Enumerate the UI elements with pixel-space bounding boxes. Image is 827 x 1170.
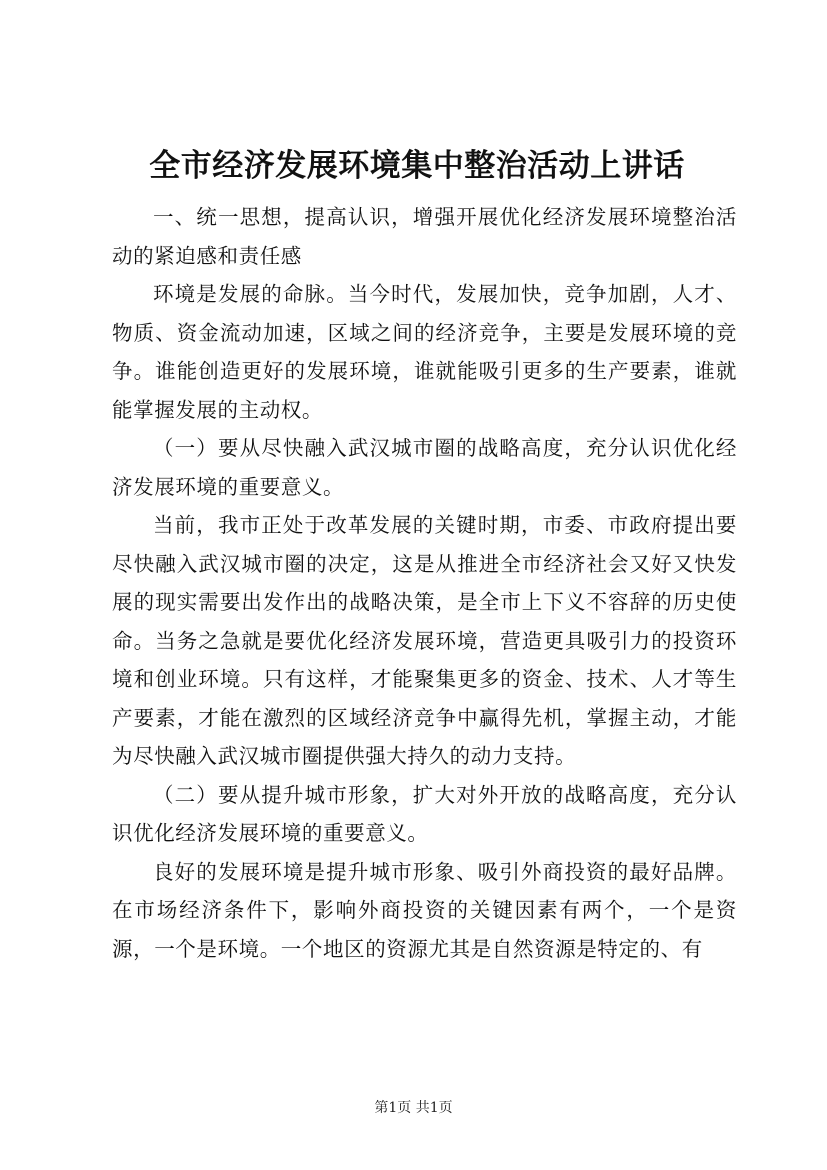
page-footer <box>0 1098 827 1118</box>
subsection-heading-paragraph: （一）要从尽快融入武汉城市圈的战略高度，充分认识优化经济发展环境的重要意义。 <box>112 436 737 499</box>
body-paragraph: 环境是发展的命脉。当今时代，发展加快，竞争加剧，人才、物质、资金流动加速，区域之间的经济竞争，主要是发展环境的竞争。谁能创造更好的发展环境，谁就能吸引更多的生产要素，谁就能掌握发展的主动权。 <box>112 282 737 422</box>
body-paragraph: 当前，我市正处于改革发展的关键时期，市委、市政府提出要尽快融入武汉城市圈的决定，这是从推进全市经济社会又好又快发展的现实需要出发作出的战略决策，是全市上下义不容辞的历史使命。当务之急就是要优化经济发展环境，营造更具吸引力的投资环境和创业环境。只有这样，才能聚集更多的资金、技术、人才等生产要素，才能在激烈的区域经济竞争中赢得先机，掌握主动，才能为尽快融入武汉城市圈提供强大持久的动力支持。 <box>112 513 737 768</box>
document-title: 全市经济发展环境集中整治活动上讲话 <box>149 148 685 184</box>
page-number-label: 第1页 共1页 <box>374 1100 453 1116</box>
subsection-heading-paragraph: （二）要从提升城市形象，扩大对外开放的战略高度，充分认识优化经济发展环境的重要意义。 <box>112 782 737 845</box>
section-heading-paragraph: 一、统一思想，提高认识，增强开展优化经济发展环境整治活动的紧迫感和责任感 <box>112 205 737 268</box>
body-paragraph: 良好的发展环境是提升城市形象、吸引外商投资的最好品牌。在市场经济条件下，影响外商投资的关键因素有两个，一个是资源，一个是环境。一个地区的资源尤其是自然资源是特定的、有 <box>112 859 737 961</box>
document-body <box>112 198 737 968</box>
